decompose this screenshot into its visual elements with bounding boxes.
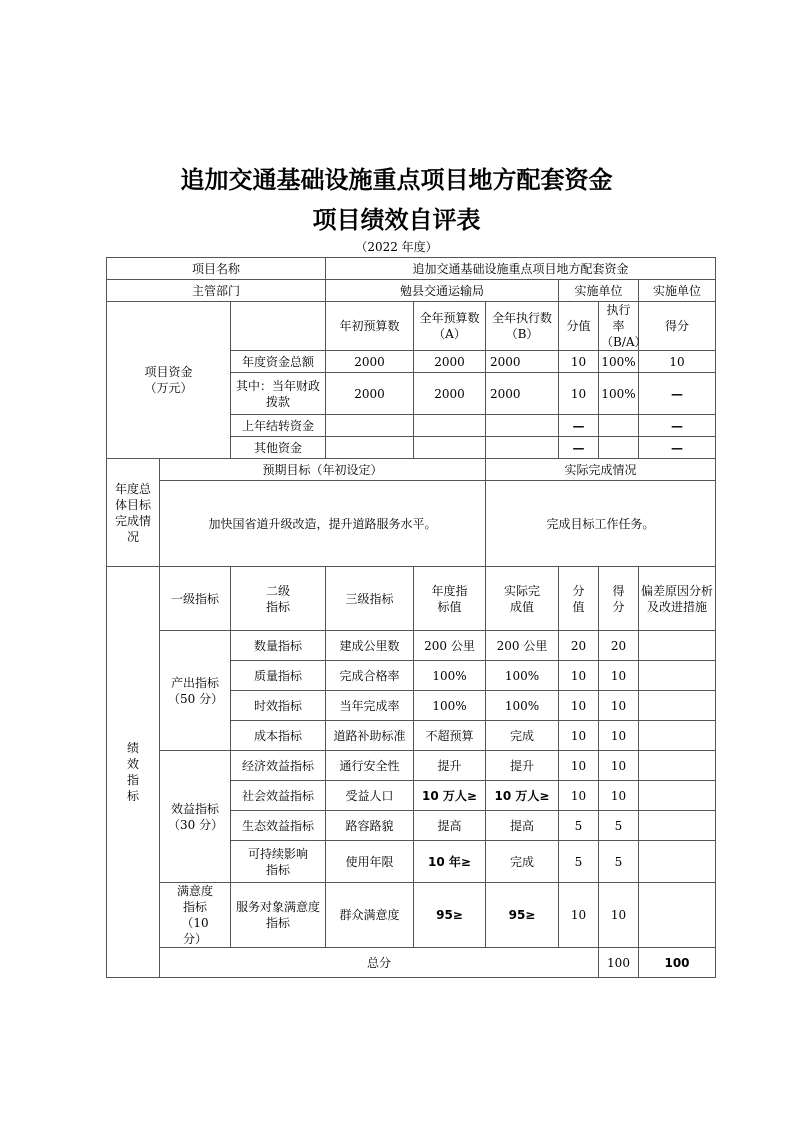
funds-row-score: — [559, 437, 599, 459]
funds-row-full: 2000 [414, 373, 486, 415]
perf-reason [639, 721, 716, 751]
perf-h-got: 得分 [599, 567, 639, 631]
h-exec: 全年执行数（B） [486, 302, 559, 351]
funds-row-exec: 2000 [486, 373, 559, 415]
funds-row-initial [326, 415, 414, 437]
goal-expected: 加快国省道升级改造，提升道路服务水平。 [160, 481, 486, 567]
perf-l2: 质量指标 [231, 661, 326, 691]
perf-l3: 通行安全性 [326, 751, 414, 781]
goal-actual: 完成目标工作任务。 [486, 481, 716, 567]
perf-actual: 100% [486, 661, 559, 691]
satisfaction-label: 满意度指标（10 分） [160, 883, 231, 948]
perf-l3: 路容路貌 [326, 811, 414, 841]
perf-target: 100% [414, 691, 486, 721]
title-line-1: 追加交通基础设施重点项目地方配套资金 [180, 166, 613, 194]
perf-target: 10 万人≥ [414, 781, 486, 811]
funds-row-full [414, 437, 486, 459]
project-name: 追加交通基础设施重点项目地方配套资金 [326, 258, 716, 280]
perf-h-l2: 二级指标 [231, 567, 326, 631]
perf-score: 10 [559, 691, 599, 721]
funds-row-rate: 100% [599, 373, 639, 415]
funds-row-rate [599, 437, 639, 459]
perf-actual: 95≥ [486, 883, 559, 948]
title-line-2: 项目绩效自评表 [312, 206, 481, 234]
perf-l2: 社会效益指标 [231, 781, 326, 811]
funds-row-got: — [639, 437, 716, 459]
perf-score: 10 [559, 883, 599, 948]
funds-row-initial [326, 437, 414, 459]
perf-reason [639, 661, 716, 691]
total-label: 总分 [160, 948, 599, 978]
perf-score: 10 [559, 751, 599, 781]
perf-l2: 时效指标 [231, 691, 326, 721]
perf-score: 10 [559, 661, 599, 691]
dept-value: 勉县交通运输局 [326, 280, 559, 302]
perf-l2: 生态效益指标 [231, 811, 326, 841]
perf-l3: 群众满意度 [326, 883, 414, 948]
output-label: 产出指标（50 分） [160, 631, 231, 751]
perf-label: 绩效指标 [107, 567, 160, 978]
perf-h-score: 分值 [559, 567, 599, 631]
perf-h-target: 年度指标值 [414, 567, 486, 631]
perf-l2: 经济效益指标 [231, 751, 326, 781]
h-score: 分值 [559, 302, 599, 351]
perf-target: 95≥ [414, 883, 486, 948]
perf-h-reason: 偏差原因分析及改进措施 [639, 567, 716, 631]
perf-score: 5 [559, 841, 599, 883]
total-score: 100 [599, 948, 639, 978]
perf-reason [639, 883, 716, 948]
goal-actual-header: 实际完成情况 [486, 459, 716, 481]
perf-got: 20 [599, 631, 639, 661]
perf-actual: 200 公里 [486, 631, 559, 661]
impl-label: 实施单位 [559, 280, 639, 302]
perf-got: 10 [599, 883, 639, 948]
funds-row-initial: 2000 [326, 351, 414, 373]
funds-row-got: 10 [639, 351, 716, 373]
funds-row-rate [599, 415, 639, 437]
perf-l2: 可持续影响指标 [231, 841, 326, 883]
perf-score: 10 [559, 721, 599, 751]
perf-target: 200 公里 [414, 631, 486, 661]
perf-l2: 数量指标 [231, 631, 326, 661]
perf-h-l3: 三级指标 [326, 567, 414, 631]
funds-row-label: 其中：当年财政拨款 [231, 373, 326, 415]
perf-target: 提升 [414, 751, 486, 781]
perf-l3: 当年完成率 [326, 691, 414, 721]
funds-row-initial: 2000 [326, 373, 414, 415]
perf-score: 20 [559, 631, 599, 661]
perf-actual: 完成 [486, 841, 559, 883]
perf-reason [639, 751, 716, 781]
funds-label-line2: （万元） [144, 381, 193, 395]
perf-score: 5 [559, 811, 599, 841]
h-rate: 执行率（B/A） [599, 302, 639, 351]
perf-got: 5 [599, 841, 639, 883]
perf-reason [639, 841, 716, 883]
funds-row-full: 2000 [414, 351, 486, 373]
h-got: 得分 [639, 302, 716, 351]
perf-l3: 建成公里数 [326, 631, 414, 661]
goal-label: 年度总体目标完成情况 [107, 459, 160, 567]
perf-actual: 100% [486, 691, 559, 721]
funds-row-label: 年度资金总额 [231, 351, 326, 373]
project-name-label: 项目名称 [107, 258, 326, 280]
benefit-label: 效益指标（30 分） [160, 751, 231, 883]
perf-l3: 道路补助标准 [326, 721, 414, 751]
perf-reason [639, 631, 716, 661]
perf-actual: 10 万人≥ [486, 781, 559, 811]
h-full: 全年预算数（A） [414, 302, 486, 351]
perf-got: 5 [599, 811, 639, 841]
perf-got: 10 [599, 751, 639, 781]
perf-l3: 受益人口 [326, 781, 414, 811]
report-year: （2022 年度） [355, 240, 438, 254]
impl-value: 实施单位 [639, 280, 716, 302]
funds-row-exec [486, 437, 559, 459]
perf-score: 10 [559, 781, 599, 811]
funds-header-blank [231, 302, 326, 351]
funds-row-got: — [639, 373, 716, 415]
perf-h-actual: 实际完成值 [486, 567, 559, 631]
funds-row-score: 10 [559, 373, 599, 415]
funds-label-line1: 项目资金 [144, 365, 193, 379]
perf-l2: 服务对象满意度指标 [231, 883, 326, 948]
perf-target: 提高 [414, 811, 486, 841]
goal-expected-header: 预期目标（年初设定） [160, 459, 486, 481]
funds-row-score: 10 [559, 351, 599, 373]
perf-got: 10 [599, 781, 639, 811]
perf-target: 10 年≥ [414, 841, 486, 883]
funds-label [107, 302, 231, 459]
h-initial: 年初预算数 [326, 302, 414, 351]
perf-l3: 使用年限 [326, 841, 414, 883]
funds-row-rate: 100% [599, 351, 639, 373]
perf-actual: 完成 [486, 721, 559, 751]
funds-row-label: 其他资金 [231, 437, 326, 459]
perf-actual: 提升 [486, 751, 559, 781]
perf-target: 不超预算 [414, 721, 486, 751]
perf-reason [639, 781, 716, 811]
funds-row-exec: 2000 [486, 351, 559, 373]
perf-h-l1: 一级指标 [160, 567, 231, 631]
evaluation-table [106, 257, 716, 978]
perf-l2: 成本指标 [231, 721, 326, 751]
perf-reason [639, 811, 716, 841]
perf-target: 100% [414, 661, 486, 691]
perf-l3: 完成合格率 [326, 661, 414, 691]
funds-row-got: — [639, 415, 716, 437]
perf-got: 10 [599, 691, 639, 721]
perf-got: 10 [599, 721, 639, 751]
perf-got: 10 [599, 661, 639, 691]
funds-row-label: 上年结转资金 [231, 415, 326, 437]
dept-label: 主管部门 [107, 280, 326, 302]
perf-reason [639, 691, 716, 721]
total-got: 100 [639, 948, 716, 978]
perf-actual: 提高 [486, 811, 559, 841]
funds-row-exec [486, 415, 559, 437]
funds-row-score: — [559, 415, 599, 437]
funds-row-full [414, 415, 486, 437]
